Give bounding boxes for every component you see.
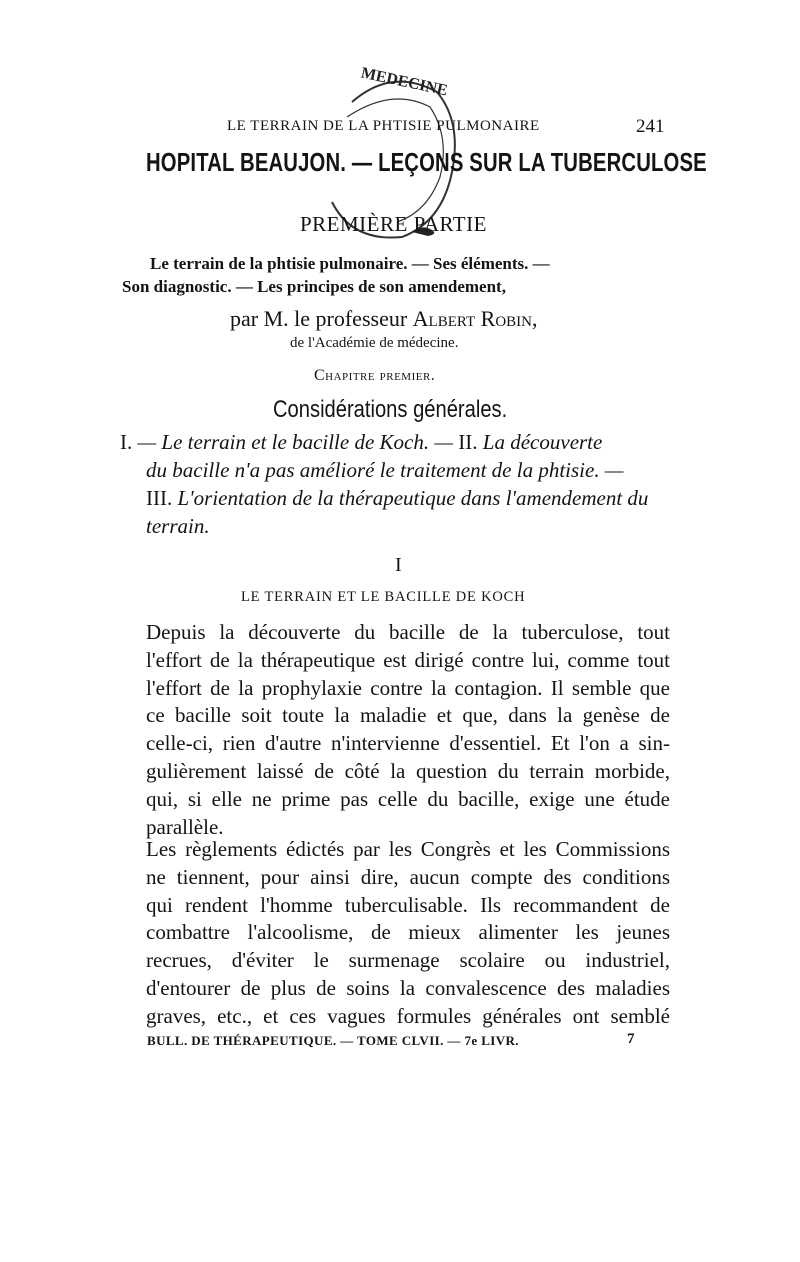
section-title: LE TERRAIN ET LE BACILLE DE KOCH <box>241 589 526 605</box>
subtitle-line-2: Son diagnostic. — Les principes de son amendement, <box>122 277 506 296</box>
paragraph-line: l'effort de la prophylaxie contre la contagion. Il semble que <box>146 675 670 700</box>
chapter-title: Considérations générales. <box>273 396 508 423</box>
sheet-number: 7 <box>627 1031 635 1047</box>
page-number: 241 <box>636 116 665 137</box>
paragraph-line: recrues, d'éviter le surmenage scolaire ou industriel, <box>146 948 670 973</box>
subtitle-line-1: Le terrain de la phtisie pulmonaire. — Ses éléments. — <box>150 254 550 273</box>
summary-line-4: terrain. <box>146 514 210 538</box>
summary-num-2: II. <box>458 430 478 454</box>
paragraph-line: qui rendent l'homme tuberculisable. Ils recommandent de <box>146 892 670 917</box>
byline <box>230 306 538 332</box>
paragraph-line: graves, etc., et ces vagues formules générales ont semblé <box>146 1003 670 1028</box>
summary-line-3: L'orientation de la thérapeutique dans l'amendement du <box>172 486 649 510</box>
paragraph-line: combattre l'alcoolisme, de mieux alimenter les jeunes <box>146 920 670 945</box>
summary-num-1: I. <box>120 430 133 454</box>
footer-signature: BULL. DE THÉRAPEUTIQUE. — TOME CLVII. — 7e LIVR. <box>147 1033 519 1048</box>
summary-line-1: — Le terrain et le bacille de Koch. — <box>132 430 459 454</box>
chapter-summary <box>120 428 680 540</box>
part-title: PREMIÈRE PARTIE <box>300 212 487 236</box>
section-number: I <box>395 554 402 576</box>
summary-num-3: III. <box>146 486 173 510</box>
paragraph-line: ce bacille soit toute la maladie et que, dans la genèse de <box>146 703 670 728</box>
stamp-text: MEDECINE <box>359 64 450 100</box>
paragraph-line: l'effort de la thérapeutique est dirigé contre lui, comme tout <box>146 647 670 672</box>
paragraph-line: d'entourer de plus de soins la convalescence des maladies <box>146 975 670 1000</box>
author-affiliation: de l'Académie de médecine. <box>290 335 459 351</box>
chapter-label: Chapitre premier. <box>314 367 436 384</box>
paragraph-line: celle-ci, rien d'autre n'intervienne d'essentiel. Et l'on a sin- <box>146 731 670 756</box>
paragraph-line: Les règlements édictés par les Congrès et les Commissions <box>146 837 670 861</box>
paragraph-2 <box>146 836 670 1031</box>
paragraph-line: gulièrement laissé de côté la question du terrain morbide, <box>146 758 670 783</box>
paragraph-line: ne tiennent, pour ainsi dire, aucun compte des conditions <box>146 864 670 889</box>
paragraph-line: qui, si elle ne prime pas celle du bacille, exige une étude <box>146 786 670 811</box>
author-name: Albert Robin, <box>412 306 538 331</box>
byline-prefix: par M. le professeur <box>230 306 408 331</box>
summary-line-1-end: La découverte <box>477 430 603 454</box>
paragraph-line: Depuis la découverte du bacille de la tuberculose, tout <box>146 620 670 644</box>
running-title: LE TERRAIN DE LA PHTISIE PULMONAIRE <box>227 118 540 134</box>
paragraph-1 <box>146 619 670 841</box>
lecture-series-heading: HOPITAL BEAUJON. — LEÇONS SUR LA TUBERCULOSE <box>146 147 707 177</box>
paragraph-line: parallèle. <box>146 814 224 839</box>
summary-line-2: du bacille n'a pas amélioré le traitement de la phtisie. — <box>146 458 624 482</box>
